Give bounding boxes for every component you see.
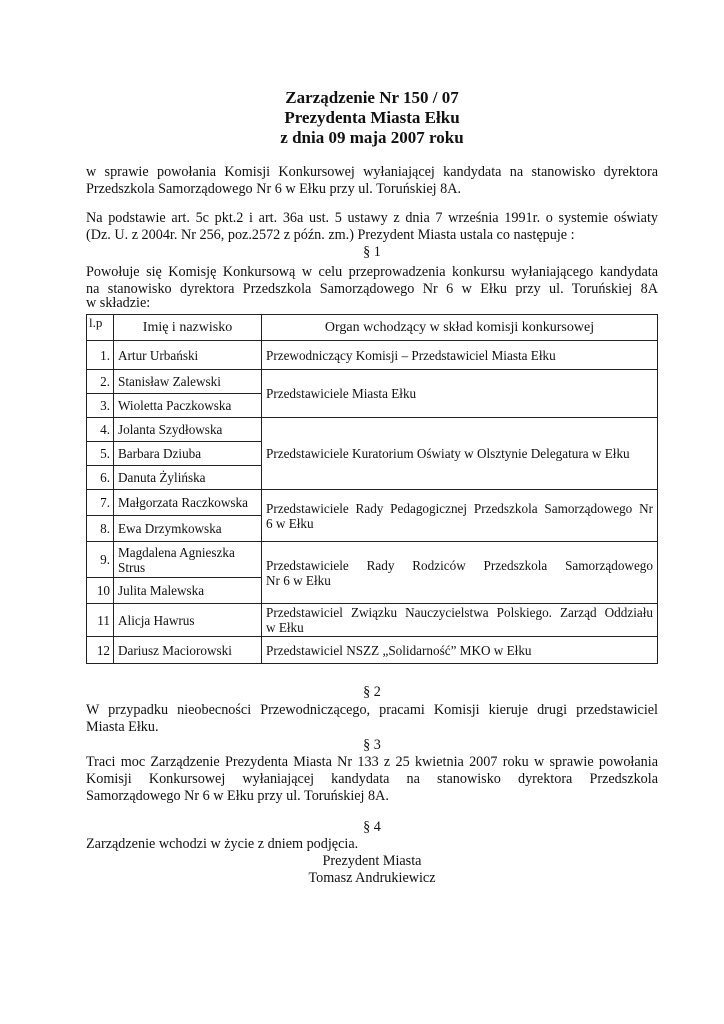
section-2-line-2: Miasta Ełku. [86, 719, 159, 735]
row-number: 9. [87, 542, 114, 578]
title-line-1: Zarządzenie Nr 150 / 07 [285, 88, 459, 107]
section-3-line-3: Samorządowego Nr 6 w Ełku przy ul. Toruńskiej 8A. [86, 788, 389, 804]
section-1-mark: § 1 [363, 244, 381, 260]
signature-name: Tomasz Andrukiewicz [308, 870, 436, 886]
organ-line: Przedstawiciele Rady Rodziców Przedszkola Samorządowego [266, 557, 653, 573]
organ-cell: Przedstawiciele Kuratorium Oświaty w Olsztynie Delegatura w Ełku [262, 418, 658, 490]
signature-role: Prezydent Miasta [322, 853, 422, 869]
table-row [87, 490, 658, 516]
row-number: 12 [87, 637, 114, 664]
table-row [87, 418, 658, 442]
organ-cell [262, 490, 658, 542]
organ-cell: Przedstawiciel NSZZ „Solidarność” MKO w Ełku [262, 637, 658, 664]
member-name: Wioletta Paczkowska [114, 394, 262, 418]
organ-line: Nr 6 w Ełku [266, 572, 331, 588]
row-number: 8. [87, 516, 114, 542]
member-name: Małgorzata Raczkowska [114, 490, 262, 516]
section-2-paragraph [86, 702, 658, 736]
organ-line: Przedstawiciel Związku Nauczycielstwa Polskiego. Zarząd Oddziału [266, 605, 653, 620]
header-lp: l.p [87, 315, 114, 341]
member-name: Danuta Żylińska [114, 466, 262, 490]
section-3-line-2: Komisji Konkursowej wyłaniającej kandydata na stanowisko dyrektora Przedszkola [86, 771, 658, 787]
organ-cell [262, 542, 658, 604]
member-name: Julita Malewska [114, 578, 262, 604]
document-title [86, 88, 658, 148]
table-row [87, 370, 658, 394]
row-number: 2. [87, 370, 114, 394]
section-4-paragraph [86, 836, 658, 853]
section-3-paragraph [86, 754, 658, 805]
row-number: 3. [87, 394, 114, 418]
section-1-paragraph [86, 264, 658, 312]
subject-line-2: Przedszkola Samorządowego Nr 6 w Ełku przy ul. Toruńskiej 8A. [86, 181, 462, 197]
row-number: 1. [87, 341, 114, 370]
organ-line: 6 w Ełku [266, 515, 314, 531]
table-header-row [87, 315, 658, 341]
table-row [87, 637, 658, 664]
subject-paragraph [86, 164, 658, 198]
basis-line-2: (Dz. U. z 2004r. Nr 256, poz.2572 z późn. zm.) Prezydent Miasta ustala co następuje : [86, 227, 575, 243]
section-2-mark: § 2 [363, 684, 381, 700]
header-name: Imię i nazwisko [114, 315, 262, 341]
member-name: Ewa Drzymkowska [114, 516, 262, 542]
title-line-3: z dnia 09 maja 2007 roku [280, 128, 464, 147]
organ-line: Przedstawiciele Rady Pedagogicznej Przedszkola Samorządowego Nr [266, 500, 653, 516]
section-1-line-2: na stanowisko dyrektora Przedszkola Samorządowego Nr 6 w Ełku przy ul. Toruńskiej 8A [86, 281, 658, 297]
table-row [87, 542, 658, 578]
member-name: Magdalena Agnieszka Strus [114, 542, 262, 578]
member-name: Stanisław Zalewski [114, 370, 262, 394]
member-name: Jolanta Szydłowska [114, 418, 262, 442]
header-organ: Organ wchodzący w skład komisji konkursowej [262, 315, 658, 341]
row-number: 4. [87, 418, 114, 442]
table-row [87, 341, 658, 370]
row-number: 10 [87, 578, 114, 604]
row-number: 5. [87, 442, 114, 466]
organ-line: w Ełku [266, 620, 304, 635]
section-2-line-1: W przypadku nieobecności Przewodniczącego, pracami Komisji kieruje drugi przedstawiciel [86, 702, 658, 718]
member-name: Barbara Dziuba [114, 442, 262, 466]
organ-cell: Przewodniczący Komisji – Przedstawiciel Miasta Ełku [262, 341, 658, 370]
section-3-mark: § 3 [363, 737, 381, 753]
section-1-line-3: w składzie: [86, 295, 151, 311]
section-4-mark: § 4 [363, 819, 381, 835]
member-name: Alicja Hawrus [114, 604, 262, 637]
row-number: 11 [87, 604, 114, 637]
member-name: Artur Urbański [114, 341, 262, 370]
organ-cell [262, 604, 658, 637]
table-row [87, 604, 658, 637]
subject-line-1: w sprawie powołania Komisji Konkursowej wyłaniającej kandydata na stanowisko dyrektora [86, 164, 658, 180]
section-1-line-1: Powołuje się Komisję Konkursową w celu przeprowadzenia konkursu wyłaniającego kandydata [86, 264, 658, 280]
section-3-line-1: Traci moc Zarządzenie Prezydenta Miasta Nr 133 z 25 kwietnia 2007 roku w sprawie powołania [86, 754, 658, 770]
legal-basis-paragraph [86, 210, 658, 244]
organ-cell: Przedstawiciele Miasta Ełku [262, 370, 658, 418]
row-number: 7. [87, 490, 114, 516]
title-line-2: Prezydenta Miasta Ełku [284, 108, 460, 127]
section-4-line-1: Zarządzenie wchodzi w życie z dniem podjęcia. [86, 836, 359, 852]
row-number: 6. [87, 466, 114, 490]
basis-line-1: Na podstawie art. 5c pkt.2 i art. 36a ust. 5 ustawy z dnia 7 września 1991r. o systemie oświaty [86, 210, 658, 226]
member-name: Dariusz Maciorowski [114, 637, 262, 664]
committee-table [86, 314, 658, 664]
